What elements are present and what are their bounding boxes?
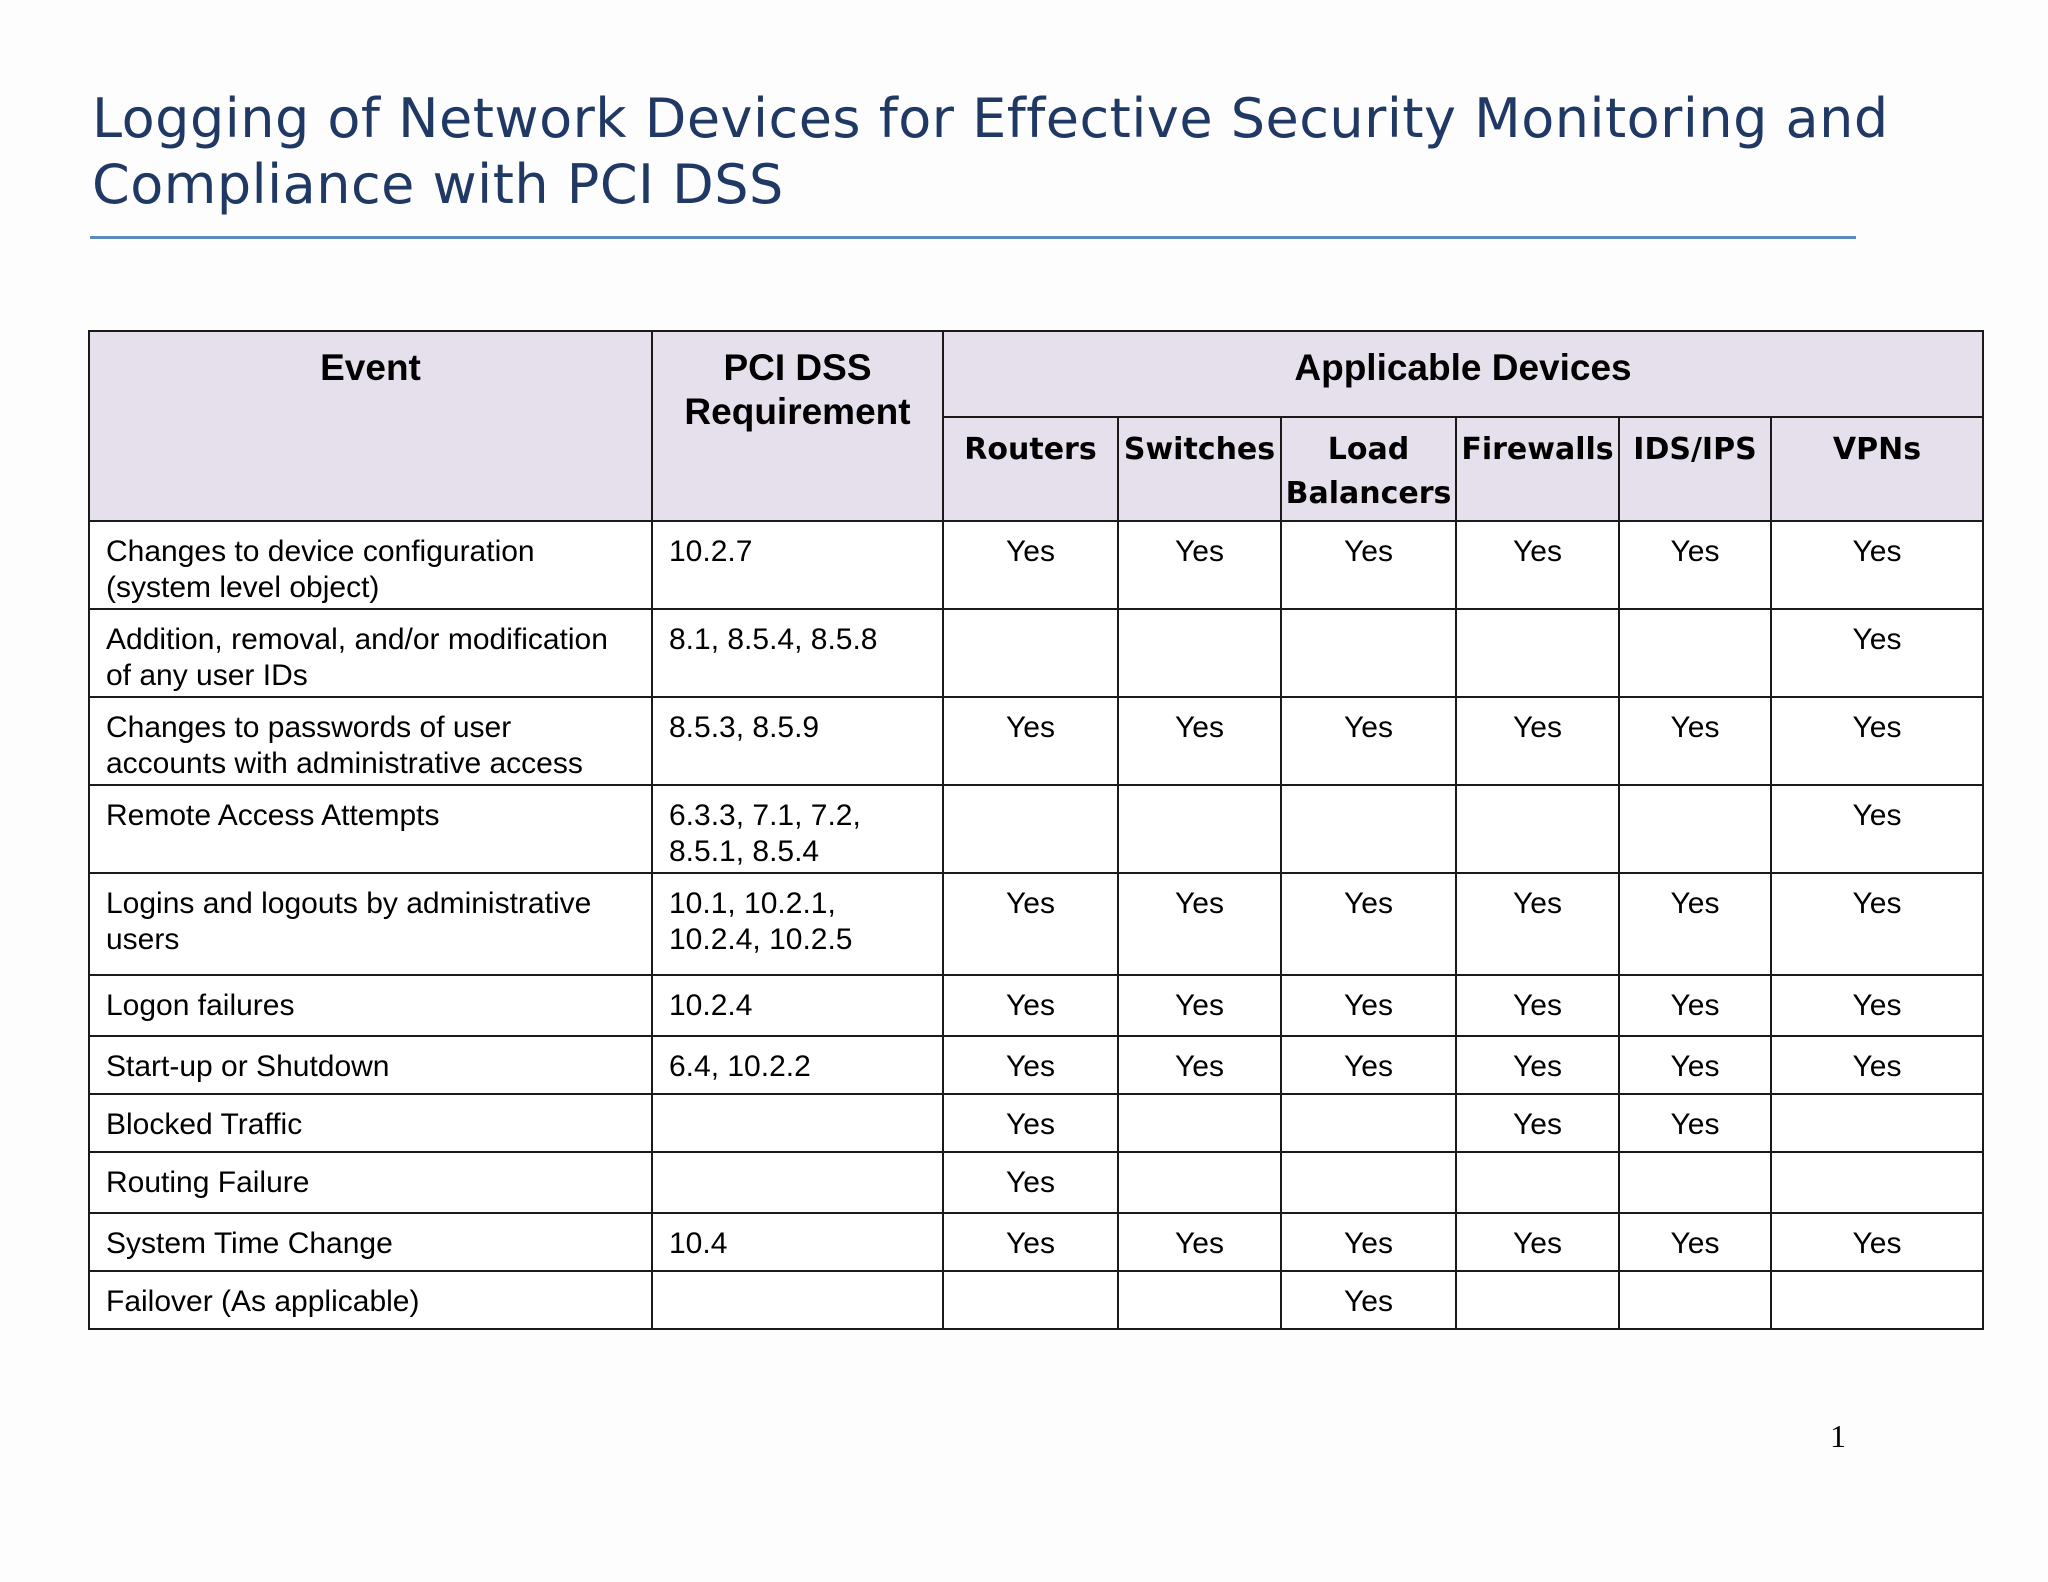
event-cell: Routing Failure: [89, 1152, 652, 1213]
table-row: [89, 1094, 1983, 1152]
switches-cell: [1118, 1271, 1281, 1329]
switches-cell: [1118, 1152, 1281, 1213]
firewalls-cell: Yes: [1456, 1094, 1619, 1152]
ids-ips-cell: Yes: [1619, 521, 1771, 609]
load-balancers-cell: Yes: [1281, 1213, 1456, 1271]
load-balancers-cell: [1281, 1152, 1456, 1213]
header-applicable-devices: Applicable Devices: [943, 331, 1983, 417]
firewalls-cell: Yes: [1456, 1213, 1619, 1271]
vpns-cell: Yes: [1771, 785, 1983, 873]
routers-cell: Yes: [943, 1094, 1118, 1152]
routers-cell: [943, 785, 1118, 873]
event-cell: Remote Access Attempts: [89, 785, 652, 873]
event-cell: Failover (As applicable): [89, 1271, 652, 1329]
requirement-cell: 8.1, 8.5.4, 8.5.8: [652, 609, 943, 697]
load-balancers-cell: [1281, 1094, 1456, 1152]
load-balancers-cell: Yes: [1281, 873, 1456, 975]
load-balancers-cell: [1281, 785, 1456, 873]
event-cell: Blocked Traffic: [89, 1094, 652, 1152]
table-row: [89, 1213, 1983, 1271]
firewalls-cell: [1456, 1152, 1619, 1213]
firewalls-cell: [1456, 609, 1619, 697]
table-row: [89, 1036, 1983, 1094]
logging-requirements-table: [88, 330, 1984, 1330]
requirement-cell: [652, 1271, 943, 1329]
vpns-cell: [1771, 1094, 1983, 1152]
routers-cell: Yes: [943, 1152, 1118, 1213]
switches-cell: Yes: [1118, 1213, 1281, 1271]
ids-ips-cell: [1619, 1271, 1771, 1329]
vpns-cell: Yes: [1771, 873, 1983, 975]
ids-ips-cell: [1619, 785, 1771, 873]
ids-ips-cell: Yes: [1619, 1213, 1771, 1271]
ids-ips-cell: Yes: [1619, 1036, 1771, 1094]
table-row: [89, 521, 1983, 609]
event-cell: Start-up or Shutdown: [89, 1036, 652, 1094]
ids-ips-cell: [1619, 1152, 1771, 1213]
switches-cell: [1118, 609, 1281, 697]
event-cell: Changes to device configuration (system level object): [89, 521, 652, 609]
switches-cell: Yes: [1118, 975, 1281, 1036]
switches-cell: Yes: [1118, 697, 1281, 785]
ids-ips-cell: Yes: [1619, 873, 1771, 975]
vpns-cell: Yes: [1771, 609, 1983, 697]
event-cell: Logon failures: [89, 975, 652, 1036]
table-row: [89, 609, 1983, 697]
vpns-cell: Yes: [1771, 1213, 1983, 1271]
firewalls-cell: Yes: [1456, 1036, 1619, 1094]
header-device-vpns: VPNs: [1771, 417, 1983, 521]
vpns-cell: Yes: [1771, 1036, 1983, 1094]
header-device-firewalls: Firewalls: [1456, 417, 1619, 521]
event-cell: System Time Change: [89, 1213, 652, 1271]
load-balancers-cell: Yes: [1281, 521, 1456, 609]
routers-cell: Yes: [943, 1036, 1118, 1094]
routers-cell: Yes: [943, 521, 1118, 609]
header-device-routers: Routers: [943, 417, 1118, 521]
header-device-ids-ips: IDS/IPS: [1619, 417, 1771, 521]
load-balancers-cell: Yes: [1281, 697, 1456, 785]
vpns-cell: Yes: [1771, 975, 1983, 1036]
requirement-cell: 8.5.3, 8.5.9: [652, 697, 943, 785]
event-cell: Changes to passwords of user accounts with administrative access: [89, 697, 652, 785]
requirement-cell: 10.2.7: [652, 521, 943, 609]
table-row: [89, 785, 1983, 873]
ids-ips-cell: Yes: [1619, 975, 1771, 1036]
firewalls-cell: [1456, 1271, 1619, 1329]
routers-cell: Yes: [943, 975, 1118, 1036]
vpns-cell: [1771, 1152, 1983, 1213]
load-balancers-cell: [1281, 609, 1456, 697]
firewalls-cell: Yes: [1456, 873, 1619, 975]
table-row: [89, 697, 1983, 785]
vpns-cell: Yes: [1771, 697, 1983, 785]
firewalls-cell: Yes: [1456, 521, 1619, 609]
requirement-cell: 10.2.4: [652, 975, 943, 1036]
firewalls-cell: [1456, 785, 1619, 873]
load-balancers-cell: Yes: [1281, 1271, 1456, 1329]
firewalls-cell: Yes: [1456, 697, 1619, 785]
requirement-cell: [652, 1152, 943, 1213]
switches-cell: [1118, 1094, 1281, 1152]
table-row: [89, 975, 1983, 1036]
header-device-load-balancers: Load Balancers: [1281, 417, 1456, 521]
table-row: [89, 1271, 1983, 1329]
requirement-cell: 10.4: [652, 1213, 943, 1271]
header-event: Event: [89, 331, 652, 521]
ids-ips-cell: Yes: [1619, 1094, 1771, 1152]
ids-ips-cell: [1619, 609, 1771, 697]
vpns-cell: [1771, 1271, 1983, 1329]
requirement-cell: [652, 1094, 943, 1152]
ids-ips-cell: Yes: [1619, 697, 1771, 785]
load-balancers-cell: Yes: [1281, 1036, 1456, 1094]
routers-cell: Yes: [943, 873, 1118, 975]
requirement-cell: 10.1, 10.2.1, 10.2.4, 10.2.5: [652, 873, 943, 975]
firewalls-cell: Yes: [1456, 975, 1619, 1036]
switches-cell: Yes: [1118, 873, 1281, 975]
event-cell: Addition, removal, and/or modification of any user IDs: [89, 609, 652, 697]
table-row: [89, 873, 1983, 975]
page-number: 1: [1830, 1418, 1846, 1454]
routers-cell: Yes: [943, 1213, 1118, 1271]
event-cell: Logins and logouts by administrative users: [89, 873, 652, 975]
vpns-cell: Yes: [1771, 521, 1983, 609]
routers-cell: [943, 1271, 1118, 1329]
switches-cell: Yes: [1118, 1036, 1281, 1094]
routers-cell: [943, 609, 1118, 697]
table-row: [89, 1152, 1983, 1213]
switches-cell: [1118, 785, 1281, 873]
requirement-cell: 6.4, 10.2.2: [652, 1036, 943, 1094]
header-pci-requirement: PCI DSS Requirement: [652, 331, 943, 521]
routers-cell: Yes: [943, 697, 1118, 785]
load-balancers-cell: Yes: [1281, 975, 1456, 1036]
header-device-switches: Switches: [1118, 417, 1281, 521]
title-divider: [90, 236, 1856, 239]
page-title: Logging of Network Devices for Effective Security Monitoring and Compliance with PCI DSS: [92, 87, 1889, 216]
switches-cell: Yes: [1118, 521, 1281, 609]
requirement-cell: 6.3.3, 7.1, 7.2, 8.5.1, 8.5.4: [652, 785, 943, 873]
